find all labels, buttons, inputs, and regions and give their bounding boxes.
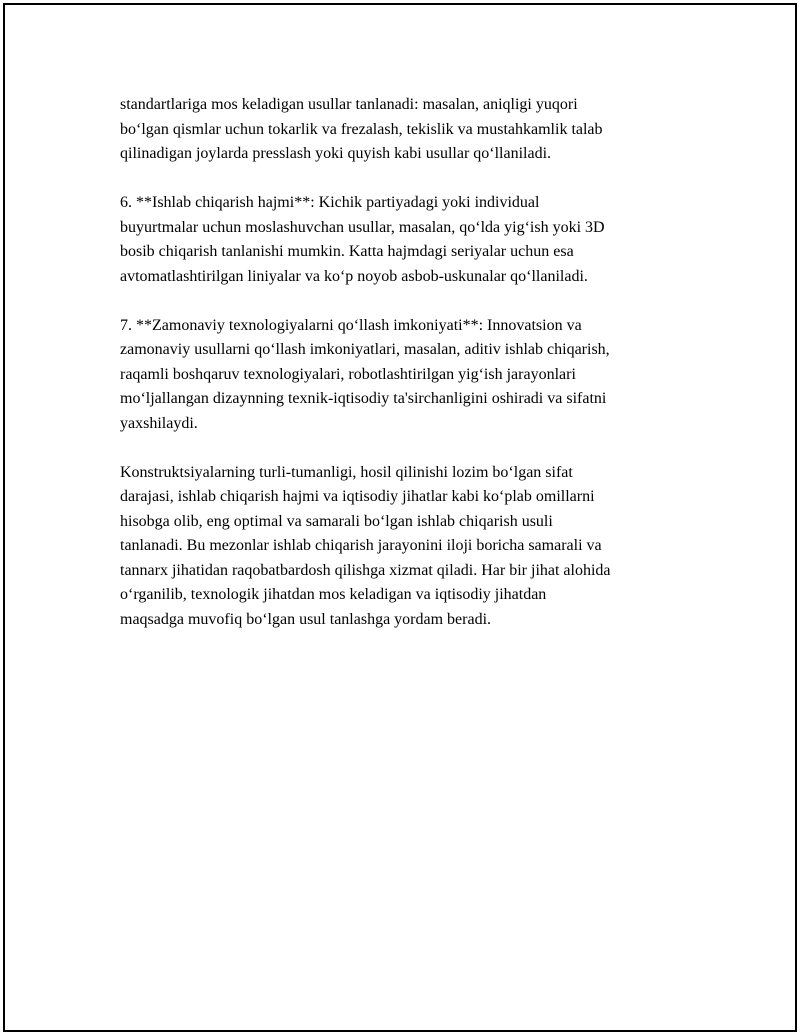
text-line: buyurtmalar uchun moslashuvchan usullar, masalan, qo‘lda yig‘ish yoki 3D bbox=[120, 218, 605, 236]
text-line: maqsadga muvofiq bo‘lgan usul tanlashga yordam beradi. bbox=[120, 610, 492, 628]
paragraph-continuation bbox=[120, 93, 695, 167]
text-line: bosib chiqarish tanlanishi mumkin. Katta hajmdagi seriyalar uchun esa bbox=[120, 243, 574, 260]
text-line: darajasi, ishlab chiqarish hajmi va iqtisodiy jihatlar kabi ko‘plab omillarni bbox=[120, 488, 595, 505]
text-line: raqamli boshqaruv texnologiyalari, robotlashtirilgan yig‘ish jarayonlari bbox=[120, 365, 576, 383]
text-line: tannarx jihatidan raqobatbardosh qilishga xizmat qiladi. Har bir jihat alohida bbox=[120, 561, 611, 579]
paragraph-item-7 bbox=[120, 314, 695, 437]
text-line: zamonaviy usullarni qo‘llash imkoniyatlari, masalan, aditiv ishlab chiqarish, bbox=[120, 341, 610, 358]
paragraph-item-6 bbox=[120, 191, 695, 289]
text-line: o‘rganilib, texnologik jihatdan mos keladigan va iqtisodiy jihatdan bbox=[120, 586, 547, 603]
text-line: Konstruktsiyalarning turli-tumanligi, hosil qilinishi lozim bo‘lgan sifat bbox=[120, 463, 573, 481]
text-line: qilinadigan joylarda presslash yoki quyish kabi usullar qo‘llaniladi. bbox=[120, 145, 552, 162]
text-line: standartlariga mos keladigan usullar tanlanadi: masalan, aniqligi yuqori bbox=[120, 96, 578, 113]
text-line: mo‘ljallangan dizaynning texnik-iqtisodiy ta'sirchanligini oshiradi va sifatni bbox=[120, 390, 607, 407]
document-body bbox=[120, 93, 695, 657]
page-frame bbox=[3, 3, 797, 1032]
text-line: 7. **Zamonaviy texnologiyalarni qo‘llash imkoniyati**: Innovatsion va bbox=[120, 316, 582, 334]
text-line: hisobga olib, eng optimal va samarali bo‘lgan ishlab chiqarish usuli bbox=[120, 512, 553, 530]
text-line: bo‘lgan qismlar uchun tokarlik va frezalash, tekislik va mustahkamlik talab bbox=[120, 120, 603, 138]
paragraph-conclusion bbox=[120, 461, 695, 633]
text-line: 6. **Ishlab chiqarish hajmi**: Kichik partiyadagi yoki individual bbox=[120, 194, 540, 211]
text-line: yaxshilaydi. bbox=[120, 414, 198, 432]
text-line: tanlanadi. Bu mezonlar ishlab chiqarish jarayonini iloji boricha samarali va bbox=[120, 537, 602, 554]
text-line: avtomatlashtirilgan liniyalar va ko‘p noyob asbob-uskunalar qo‘llaniladi. bbox=[120, 267, 588, 285]
